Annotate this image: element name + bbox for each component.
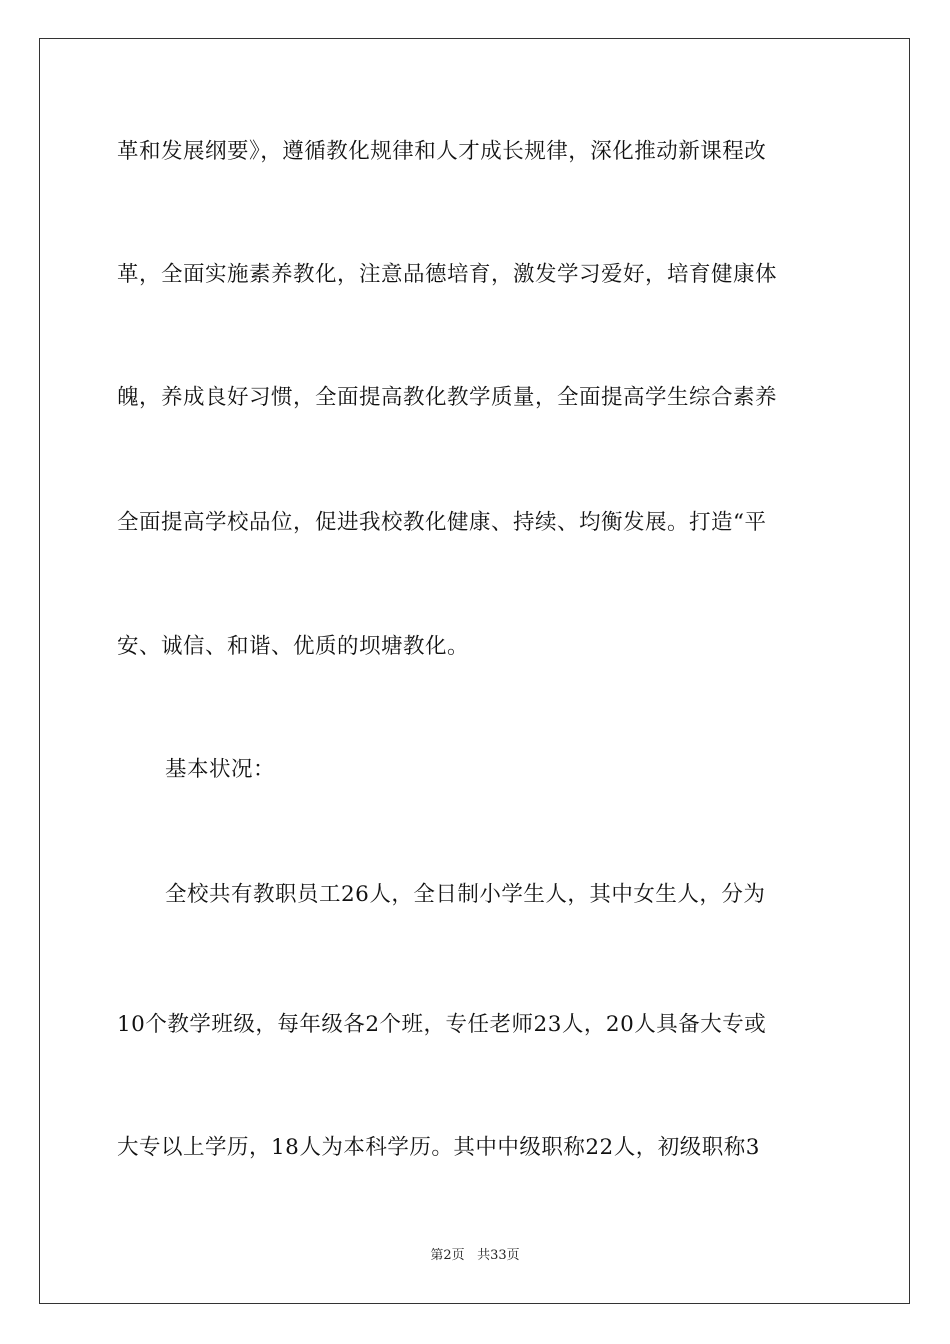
page-total: 共33页 [477, 1248, 520, 1263]
body-text-line-7: 全校共有教职员工26人，全日制小学生人，其中女生人，分为 [165, 882, 766, 907]
body-text-line-1: 革和发展纲要》，遵循教化规律和人才成长规律，深化推动新课程改 [117, 139, 767, 164]
section-heading: 基本状况： [165, 757, 276, 782]
page-border [39, 38, 910, 1304]
body-text-line-4: 全面提高学校品位，促进我校教化健康、持续、均衡发展。打造“平 [117, 510, 767, 535]
page-footer [0, 1247, 950, 1265]
body-text-line-3: 魄，养成良好习惯，全面提高教化教学质量，全面提高学生综合素养 [117, 385, 778, 410]
body-text-line-2: 革，全面实施素养教化，注意品德培育，激发学习爱好，培育健康体 [117, 262, 778, 287]
body-text-line-5: 安、诚信、和谐、优质的坝塘教化。 [117, 634, 470, 659]
body-text-line-8: 10个教学班级，每年级各2个班，专任老师23人，20人具备大专或 [117, 1012, 767, 1037]
page-number: 第2页 [430, 1248, 465, 1263]
body-text-line-9: 大专以上学历，18人为本科学历。其中中级职称22人，初级职称3 [117, 1135, 760, 1160]
